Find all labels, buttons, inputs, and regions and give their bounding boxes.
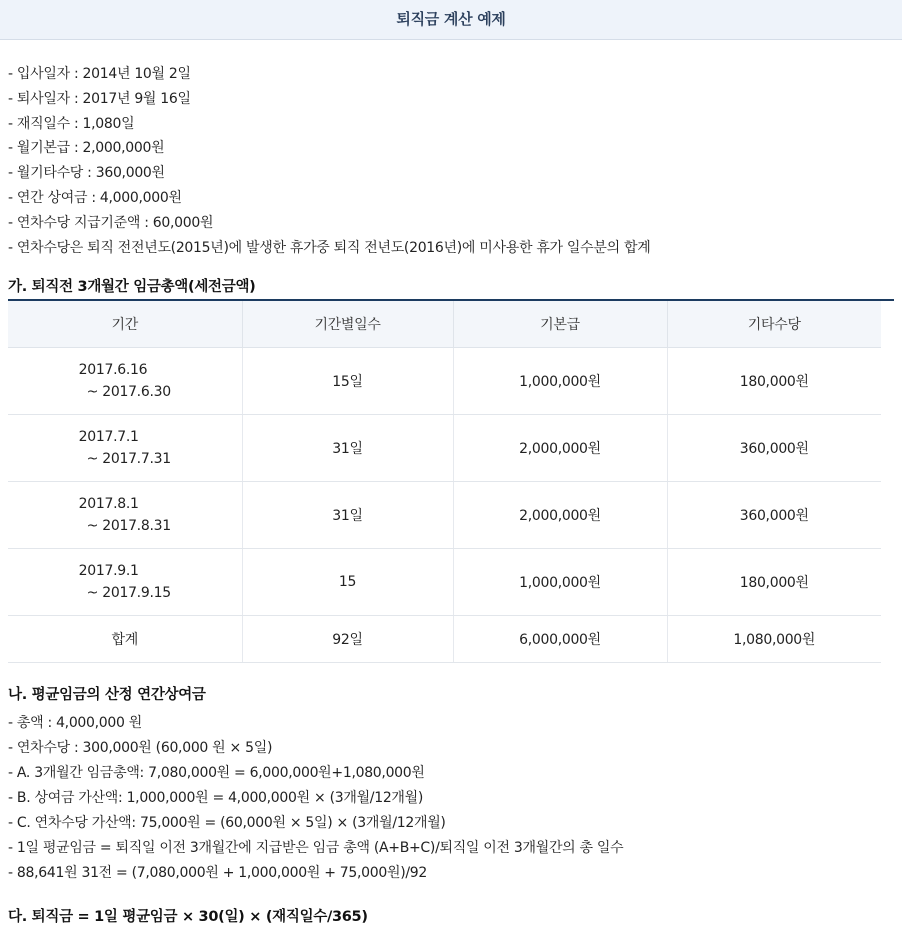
period-cell: [8, 549, 242, 616]
column-header-days: 기간별일수: [242, 301, 453, 348]
info-item-base-salary: - 월기본급 : 2,000,000원: [8, 140, 165, 157]
other-allowance-cell: 360,000원: [667, 482, 881, 549]
days-cell: 15일: [242, 348, 453, 415]
page-title: 퇴직금 계산 예제: [0, 0, 902, 40]
period-to: ~ 2017.9.15: [86, 585, 171, 602]
info-item-annual-bonus: - 연간 상여금 : 4,000,000원: [8, 189, 182, 206]
base-pay-cell: 1,000,000원: [453, 549, 667, 616]
other-allowance-cell: 180,000원: [667, 348, 881, 415]
list-item: - 88,641원 31전 = (7,080,000원 + 1,000,000원 + 75,000원)/92: [8, 865, 428, 882]
list-item: - A. 3개월간 임금총액: 7,080,000원 = 6,000,000원+1,080,000원: [8, 765, 425, 782]
table-row: [8, 549, 881, 616]
other-allowance-cell: 180,000원: [667, 549, 881, 616]
content-area: [0, 62, 902, 927]
section-c-title: 다. 퇴직금 = 1일 평균임금 × 30(일) × (재직일수/365): [8, 909, 368, 926]
period-cell: [8, 482, 242, 549]
section-b-title: 나. 평균임금의 산정 연간상여금: [8, 687, 206, 704]
period-to: ~ 2017.7.31: [86, 451, 171, 468]
total-base-pay-cell: 6,000,000원: [453, 616, 667, 663]
total-label-cell: 합계: [8, 616, 242, 663]
info-item-hire-date: - 입사일자 : 2014년 10월 2일: [8, 66, 191, 82]
other-allowance-cell: 360,000원: [667, 415, 881, 482]
info-item-other-allowance: - 월기타수당 : 360,000원: [8, 165, 165, 182]
table-row: [8, 415, 881, 482]
period-from: 2017.6.16: [78, 362, 148, 379]
list-item: - C. 연차수당 가산액: 75,000원 = (60,000원 × 5일) × (3개월/12개월): [8, 815, 446, 832]
list-item: - 총액 : 4,000,000 원: [8, 715, 142, 732]
table-row: [8, 482, 881, 549]
column-header-base-pay: 기본급: [453, 301, 667, 348]
info-item-leave-pay-base: - 연차수당 지급기준액 : 60,000원: [8, 214, 214, 231]
average-wage-list: [8, 711, 894, 886]
column-header-other-allowance: 기타수당: [667, 301, 881, 348]
table-row: [8, 348, 881, 415]
period-to: ~ 2017.6.30: [86, 384, 171, 401]
list-item: - B. 상여금 가산액: 1,000,000원 = 4,000,000원 × (3개월/12개월): [8, 790, 424, 807]
base-pay-cell: 2,000,000원: [453, 415, 667, 482]
info-item-service-days: - 재직일수 : 1,080일: [8, 115, 135, 132]
info-item-leave-date: - 퇴사일자 : 2017년 9월 16일: [8, 90, 191, 107]
column-header-period: 기간: [8, 301, 242, 348]
period-to: ~ 2017.8.31: [86, 518, 171, 535]
info-list: [8, 62, 894, 260]
wage-table: [8, 301, 881, 663]
days-cell: 31일: [242, 415, 453, 482]
section-a-title: 가. 퇴직전 3개월간 임금총액(세전금액): [8, 276, 894, 301]
total-other-allowance-cell: 1,080,000원: [667, 616, 881, 663]
list-item: - 1일 평균임금 = 퇴직일 이전 3개월간에 지급받은 임금 총액 (A+B+C)/퇴직일 이전 3개월간의 총 일수: [8, 840, 624, 857]
table-total-row: [8, 616, 881, 663]
list-item: - 연차수당 : 300,000원 (60,000 원 × 5일): [8, 740, 273, 757]
period-from: 2017.7.1: [78, 429, 139, 446]
base-pay-cell: 2,000,000원: [453, 482, 667, 549]
base-pay-cell: 1,000,000원: [453, 348, 667, 415]
days-cell: 31일: [242, 482, 453, 549]
table-header-row: [8, 301, 881, 348]
info-item-leave-pay-note: - 연차수당은 퇴직 전전년도(2015년)에 발생한 휴가중 퇴직 전년도(2016년)에 미사용한 휴가 일수분의 합계: [8, 239, 651, 256]
period-from: 2017.9.1: [78, 563, 139, 580]
total-days-cell: 92일: [242, 616, 453, 663]
period-cell: [8, 415, 242, 482]
period-from: 2017.8.1: [78, 496, 139, 513]
days-cell: 15: [242, 549, 453, 616]
period-cell: [8, 348, 242, 415]
